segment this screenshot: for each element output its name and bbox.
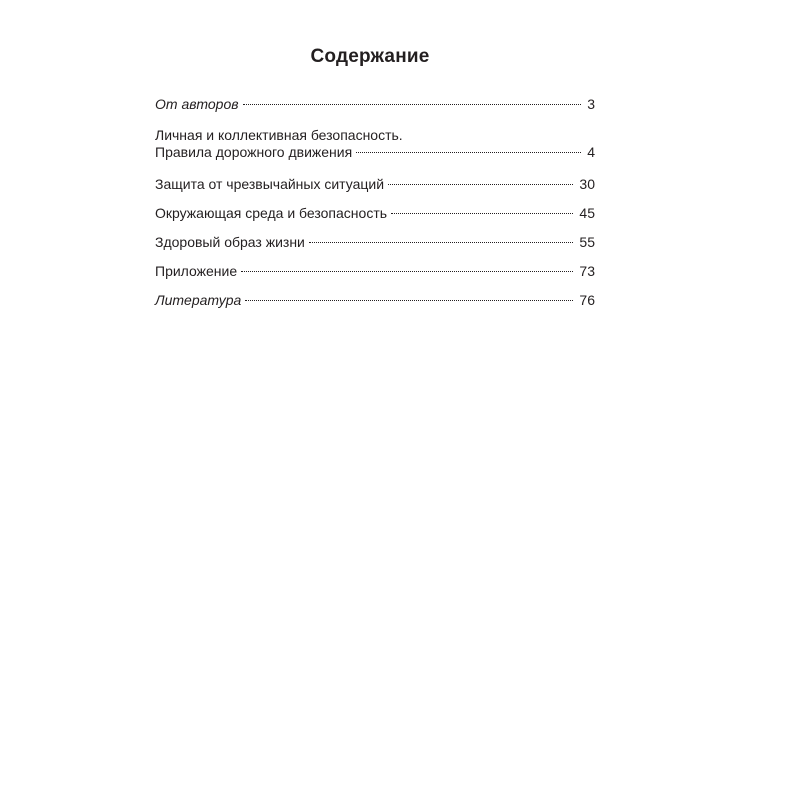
toc-page-number: 3 bbox=[587, 96, 595, 112]
toc-page-number: 55 bbox=[579, 234, 595, 250]
toc-entry-text: Правила дорожного движения bbox=[155, 144, 353, 160]
toc-entry-emergency-protection[interactable] bbox=[155, 176, 595, 193]
dot-leader bbox=[356, 152, 581, 153]
toc-entry-literature[interactable] bbox=[155, 292, 595, 309]
toc-entry-text: Приложение bbox=[155, 263, 238, 279]
toc-entry-text: Здоровый образ жизни bbox=[155, 234, 305, 250]
toc-entry-healthy-lifestyle[interactable] bbox=[155, 234, 595, 251]
dot-leader bbox=[309, 242, 574, 243]
dot-leader bbox=[388, 184, 573, 185]
toc-entry-from-authors[interactable] bbox=[155, 96, 595, 113]
table-of-contents bbox=[155, 96, 595, 321]
dot-leader bbox=[391, 213, 573, 214]
toc-entry-appendix[interactable] bbox=[155, 263, 595, 280]
toc-entry-personal-safety[interactable] bbox=[155, 127, 595, 161]
toc-entry-environment[interactable] bbox=[155, 205, 595, 222]
dot-leader bbox=[243, 104, 582, 105]
toc-entry-text: Окружающая среда и безопасность bbox=[155, 205, 388, 221]
toc-entry-text: От авторов bbox=[155, 96, 239, 112]
toc-page-number: 45 bbox=[579, 205, 595, 221]
dot-leader bbox=[245, 300, 573, 301]
toc-entry-text: Литература bbox=[155, 292, 242, 308]
dot-leader bbox=[241, 271, 573, 272]
toc-title: Содержание bbox=[310, 46, 430, 67]
toc-entry-text: Защита от чрезвычайных ситуаций bbox=[155, 176, 385, 192]
toc-page-number: 30 bbox=[579, 176, 595, 192]
toc-page-number: 4 bbox=[587, 144, 595, 160]
toc-page-number: 73 bbox=[579, 263, 595, 279]
toc-page-number: 76 bbox=[579, 292, 595, 308]
toc-entry-text-line1: Личная и коллективная безопасность. bbox=[155, 127, 403, 143]
